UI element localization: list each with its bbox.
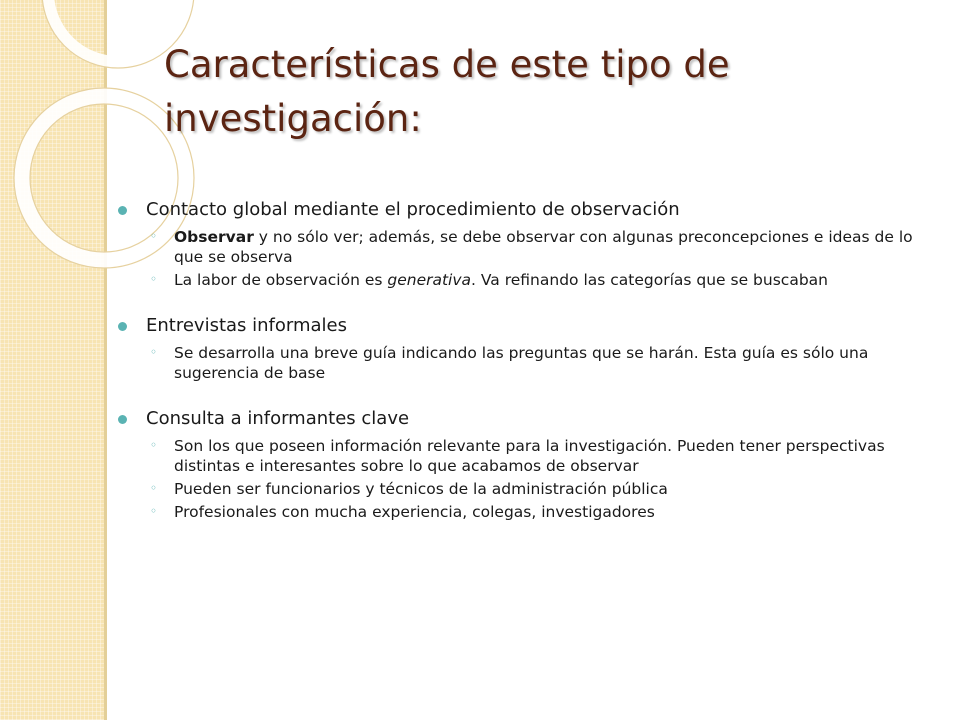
sub-bullet-list <box>146 227 938 290</box>
slide-content <box>118 196 938 522</box>
sub-bullet-text: Se desarrolla una breve guía indicando las preguntas que se harán. Esta guía es sólo una sugerencia de base <box>174 344 869 382</box>
sub-bullet-text: y no sólo ver; además, se debe observar con algunas preconcepciones e ideas de lo que se observa <box>174 228 913 266</box>
sub-bullet-list <box>146 436 938 522</box>
bullet-item-key-informants <box>118 405 938 522</box>
bullet-text: Entrevistas informales <box>146 315 347 336</box>
sub-bullet-item <box>146 270 938 290</box>
sub-bullet-circle-icon: ◦ <box>150 229 158 243</box>
sub-bullet-circle-icon: ◦ <box>150 504 158 518</box>
bullet-item-interviews <box>118 312 938 383</box>
sub-bullet-text: Profesionales con mucha experiencia, colegas, investigadores <box>174 503 655 521</box>
sub-bullet-item <box>146 343 938 383</box>
bullet-text: Contacto global mediante el procedimiento de observación <box>146 199 680 220</box>
sub-bullet-text: La labor de observación es <box>174 271 388 289</box>
bullet-dot-icon <box>118 206 127 215</box>
sub-bullet-circle-icon: ◦ <box>150 272 158 286</box>
bold-term: Observar <box>174 228 254 246</box>
slide-title: Características de este tipo de investigación: <box>164 43 730 140</box>
sub-bullet-list <box>146 343 938 383</box>
sub-bullet-item <box>146 227 938 267</box>
bullet-dot-icon <box>118 415 127 424</box>
sub-bullet-text: Son los que poseen información relevante para la investigación. Pueden tener perspectivas distintas e interesantes sobre lo que acabamos de observar <box>174 437 885 475</box>
sub-bullet-text: Pueden ser funcionarios y técnicos de la administración pública <box>174 480 668 498</box>
bullet-item-observation <box>118 196 938 290</box>
sub-bullet-circle-icon: ◦ <box>150 345 158 359</box>
sub-bullet-text: . Va refinando las categorías que se buscaban <box>471 271 828 289</box>
sub-bullet-item <box>146 502 938 522</box>
sub-bullet-circle-icon: ◦ <box>150 438 158 452</box>
bullet-list <box>118 196 938 522</box>
sub-bullet-circle-icon: ◦ <box>150 481 158 495</box>
bullet-text: Consulta a informantes clave <box>146 408 410 429</box>
sub-bullet-item <box>146 479 938 499</box>
sub-bullet-item <box>146 436 938 476</box>
italic-term: generativa <box>387 271 472 289</box>
bullet-dot-icon <box>118 322 127 331</box>
